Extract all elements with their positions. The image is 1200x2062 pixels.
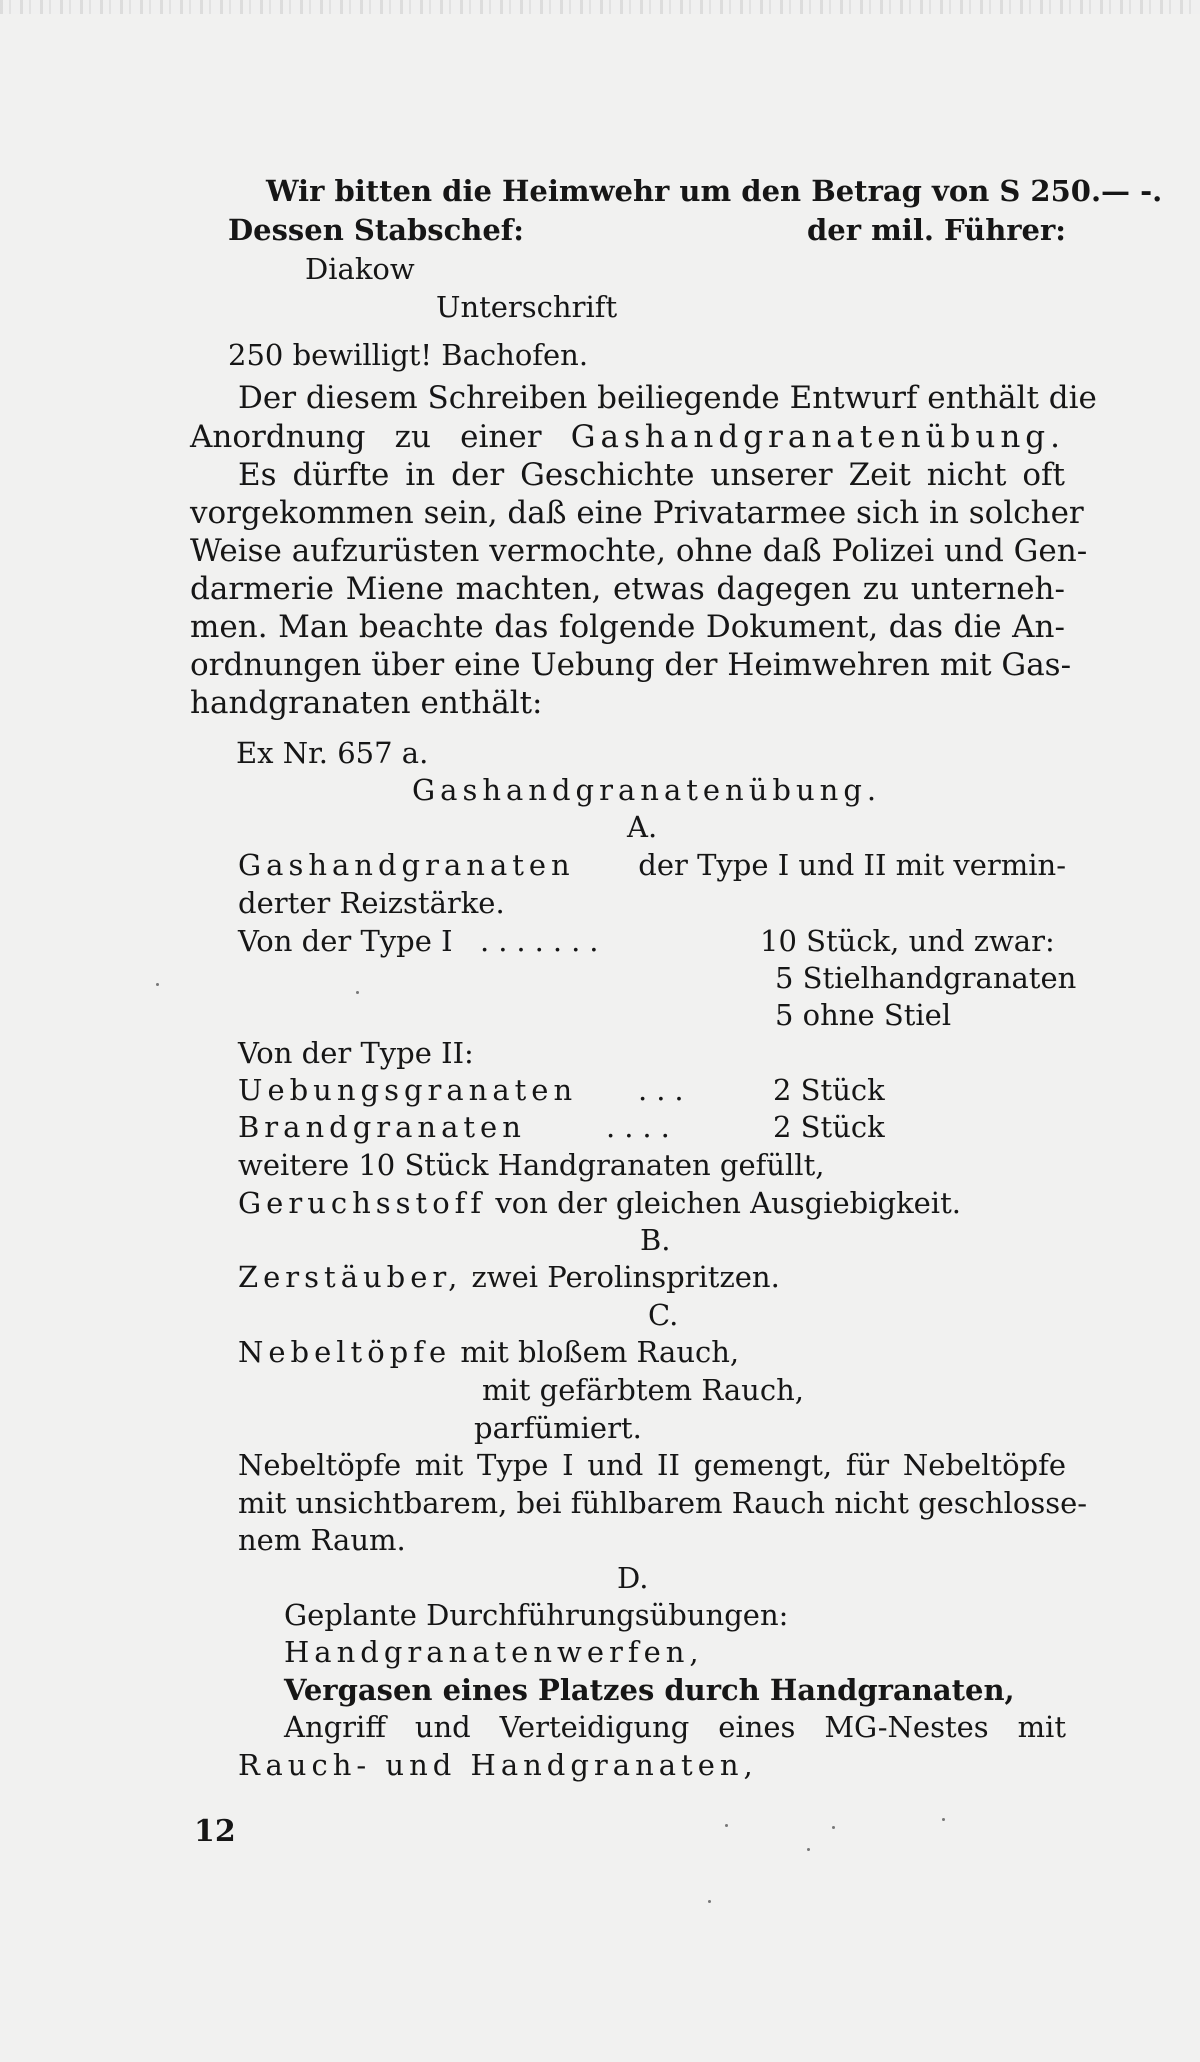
zerstaeuber-text: zwei Perolinspritzen. [471,1260,780,1294]
mix-line-1: Nebeltöpfe mit Type I und II gemengt, für Nebeltöpfe [238,1448,1066,1482]
d-line-5: Rauch- und Handgranaten, [238,1748,758,1782]
uebung-dots: ... [638,1073,693,1107]
body-line-9: handgranaten enthält: [190,685,543,721]
body-line-7: men. Man beachte das folgende Dokument, das die An- [190,609,1065,645]
chief-name: Diakow [305,252,415,286]
leader-label: der mil. Führer: [807,213,1066,247]
request-line: Wir bitten die Heimwehr um den Betrag von S 250.— -. [266,174,1163,208]
body-line-2-text: Anordnung zu einer [190,419,542,455]
section-b-label: B. [640,1223,671,1257]
brand-label: Brandgranaten [238,1110,526,1144]
d-line-4: Angriff und Verteidigung eines MG-Nestes mit [284,1710,1066,1744]
mix-line-2: mit unsichtbarem, bei fühlbarem Rauch nicht geschlosse- [238,1486,1088,1520]
type1-sub-1: 5 Stielhandgranaten [775,961,1077,995]
geruch-spaced: Geruchsstoff [238,1186,487,1220]
weitere-line: weitere 10 Stück Handgranaten gefüllt, [238,1148,825,1182]
chief-label: Dessen Stabschef: [228,213,524,247]
page-number: 12 [194,1814,236,1849]
scan-speck [156,983,159,986]
section-a-label: A. [627,810,658,844]
body-line-8: ordnungen über eine Uebung der Heimwehren mit Gas- [190,647,1072,683]
nebel-line-2: mit gefärbtem Rauch, [482,1373,804,1407]
nebel-line [238,1333,739,1371]
scan-speck [356,991,359,994]
section-c-label: C. [648,1298,679,1332]
type1-value: 10 Stück, und zwar: [760,924,1055,958]
uebung-label: Uebungsgranaten [238,1073,578,1107]
brand-value: 2 Stück [773,1110,885,1144]
geruch-line [238,1184,961,1222]
section-a-text: der Type I und II mit vermin- [638,848,1066,882]
scan-speck [807,1848,810,1851]
ex-number: Ex Nr. 657 a. [236,736,429,770]
brand-dots: .... [606,1110,679,1144]
scan-speck [725,1824,728,1827]
nebel-text: mit bloßem Rauch, [460,1335,740,1369]
scan-speck [708,1900,711,1903]
d-line-3: Vergasen eines Platzes durch Handgranaten, [284,1673,1015,1707]
body-line-6: darmerie Miene machten, etwas dagegen zu unterneh- [190,571,1065,607]
uebung-value: 2 Stück [773,1073,885,1107]
signature: Unterschrift [436,290,618,324]
section-a-line-2: derter Reizstärke. [238,886,505,920]
body-line-2-spaced: Gashandgranatenübung. [570,419,1065,455]
nebel-spaced: Nebeltöpfe [238,1335,452,1369]
section-d-label: D. [617,1561,649,1595]
nebel-line-3: parfümiert. [474,1411,642,1445]
body-line-2 [190,418,1065,457]
d-line-1: Geplante Durchführungsübungen: [284,1598,789,1632]
section-a-line-1 [238,846,1066,884]
d-line-2: Handgranatenwerfen, [284,1635,704,1669]
zerstaeuber-spaced: Zerstäuber, [238,1260,463,1294]
scan-speck [832,1826,835,1829]
body-line-3: Es dürfte in der Geschichte unserer Zeit nicht oft [238,457,1065,493]
type2-label: Von der Type II: [238,1036,474,1070]
body-line-4: vorgekommen sein, daß eine Privatarmee sich in solcher [190,495,1084,531]
mix-line-3: nem Raum. [238,1523,406,1557]
scan-speck [942,1818,945,1821]
type1-sub-2: 5 ohne Stiel [775,998,952,1032]
zerstaeuber-line [238,1258,780,1296]
type1-dots: ....... [480,924,608,958]
type1-label: Von der Type I [238,924,453,958]
approval-line: 250 bewilligt! Bachofen. [228,338,589,372]
document-heading: Gashandgranatenübung. [412,773,882,807]
body-line-1: Der diesem Schreiben beiliegende Entwurf enthält die [238,380,1097,416]
body-line-5: Weise aufzurüsten vermochte, ohne daß Polizei und Gen- [190,533,1088,569]
scan-edge-noise [0,0,1200,14]
section-a-spaced: Gashandgranaten [238,848,575,882]
geruch-text: von der gleichen Ausgiebigkeit. [495,1186,961,1220]
